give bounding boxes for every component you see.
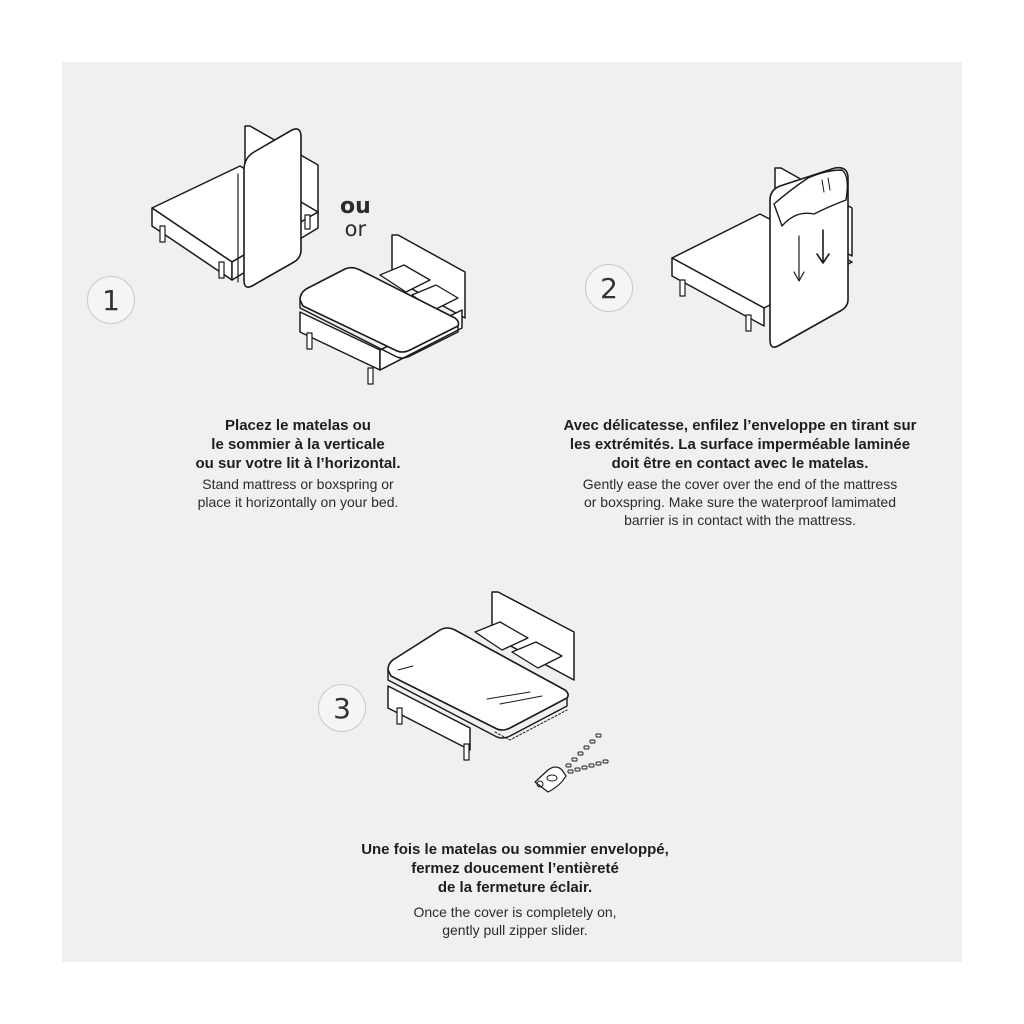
- zipper-slider-icon: [535, 767, 566, 792]
- step-3-text-fr: [330, 840, 700, 897]
- text-line: Avec délicatesse, enfilez l’enveloppe en tirant sur: [563, 417, 917, 434]
- step-number: 1: [102, 283, 120, 317]
- text-line: Gently ease the cover over the end of the mattress: [582, 476, 898, 492]
- text-line: de la fermeture éclair.: [437, 879, 593, 896]
- text-line: les extrémités. La surface imperméable laminée: [569, 436, 911, 453]
- text-line: le sommier à la verticale: [211, 436, 385, 453]
- text-line: fermez doucement l’entièreté: [411, 860, 619, 877]
- text-line: Stand mattress or boxspring or: [202, 476, 394, 492]
- text-line: doit être en contact avec le matelas.: [611, 455, 869, 472]
- step-3-caption: [330, 840, 700, 939]
- separator-en: or: [344, 217, 367, 241]
- text-line: Placez le matelas ou: [225, 417, 371, 434]
- text-line: place it horizontally on your bed.: [197, 494, 399, 510]
- text-line: ou sur votre lit à l’horizontal.: [195, 455, 401, 472]
- separator-fr: ou: [340, 194, 371, 219]
- text-line: gently pull zipper slider.: [442, 922, 588, 938]
- step-3-text-en: [330, 903, 700, 939]
- step-number: 2: [600, 271, 618, 305]
- text-line: barrier is in contact with the mattress.: [624, 512, 856, 528]
- step-number: 3: [333, 691, 351, 725]
- text-line: or boxspring. Make sure the waterproof lamimated: [583, 494, 897, 510]
- text-line: Une fois le matelas ou sommier enveloppé,: [361, 841, 669, 858]
- text-line: Once the cover is completely on,: [413, 904, 617, 920]
